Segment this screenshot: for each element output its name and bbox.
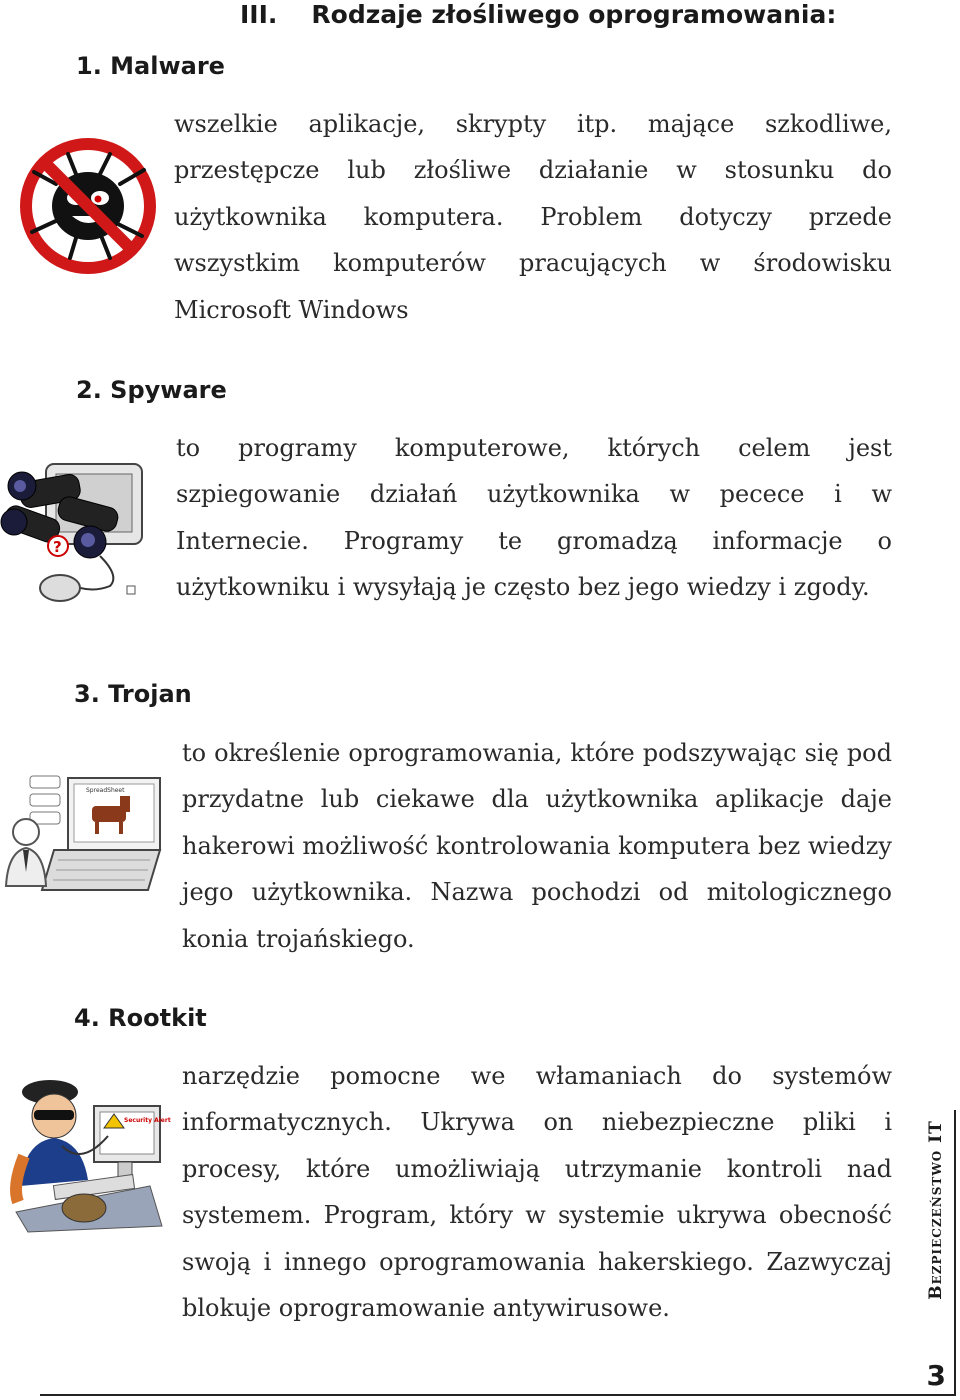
section-heading-trojan: 3. Trojan xyxy=(74,680,192,708)
page-number: 3 xyxy=(926,1359,946,1392)
section-text-malware xyxy=(174,101,892,333)
chapter-title: Rodzaje złośliwego oprogramowania: xyxy=(311,0,837,29)
footer-label xyxy=(916,1090,956,1330)
spyware-illustration xyxy=(0,456,160,606)
section-heading-malware: 1. Malware xyxy=(76,52,225,80)
trojan-screen-title: SpreadSheet xyxy=(86,787,125,794)
malware-illustration xyxy=(16,132,160,280)
trojan-illustration xyxy=(2,768,162,894)
trojan-description: to określenie oprogramowania, które podszywając się pod przydatne lub ciekawe dla użytkownika aplikacje daje hakerowi możliwość kontrolowania komputera bez wiedzy jego użytkownika. Nazwa pochodzi od mitologicznego konia trojańskiego. xyxy=(182,739,892,953)
section-text-spyware xyxy=(176,425,892,611)
footer-horizontal-rule xyxy=(40,1394,956,1396)
rootkit-illustration xyxy=(10,1076,171,1232)
section-heading-spyware: 2. Spyware xyxy=(76,376,227,404)
malware-description: wszelkie aplikacje, skrypty itp. mające szkodliwe, przestępcze lub złośliwe działanie w stosunku do użytkownika komputera. Problem dotyczy przede wszystkim komputerów pracujących w środowisku Microsoft Windows xyxy=(174,110,892,324)
rootkit-description: narzędzie pomocne we włamaniach do systemów informatycznych. Ukrywa on niebezpieczne pliki i procesy, które umożliwiają utrzymanie kontroli nad systemem. Program, który w systemie ukrywa obecność swoją i innego oprogramowania hakerskiego. Zazwyczaj blokuje oprogramowanie antywirusowe. xyxy=(182,1062,892,1323)
section-text-rootkit xyxy=(182,1053,892,1331)
svg-text:?: ? xyxy=(53,538,62,556)
rootkit-alert-text: Security Alert xyxy=(124,1117,171,1124)
page-title xyxy=(240,0,836,29)
section-text-trojan xyxy=(182,730,892,962)
spyware-description: to programy komputerowe, których celem jest szpiegowanie działań użytkownika w pecece i w Internecie. Programy te gromadzą informacje o użytkowniku i wysyłają je często bez jego wiedzy i zgody. xyxy=(176,434,892,602)
chapter-number: III. xyxy=(240,0,278,29)
footer-label-text: Bezpieczeństwo IT xyxy=(926,1120,946,1300)
section-heading-rootkit: 4. Rootkit xyxy=(74,1004,207,1032)
